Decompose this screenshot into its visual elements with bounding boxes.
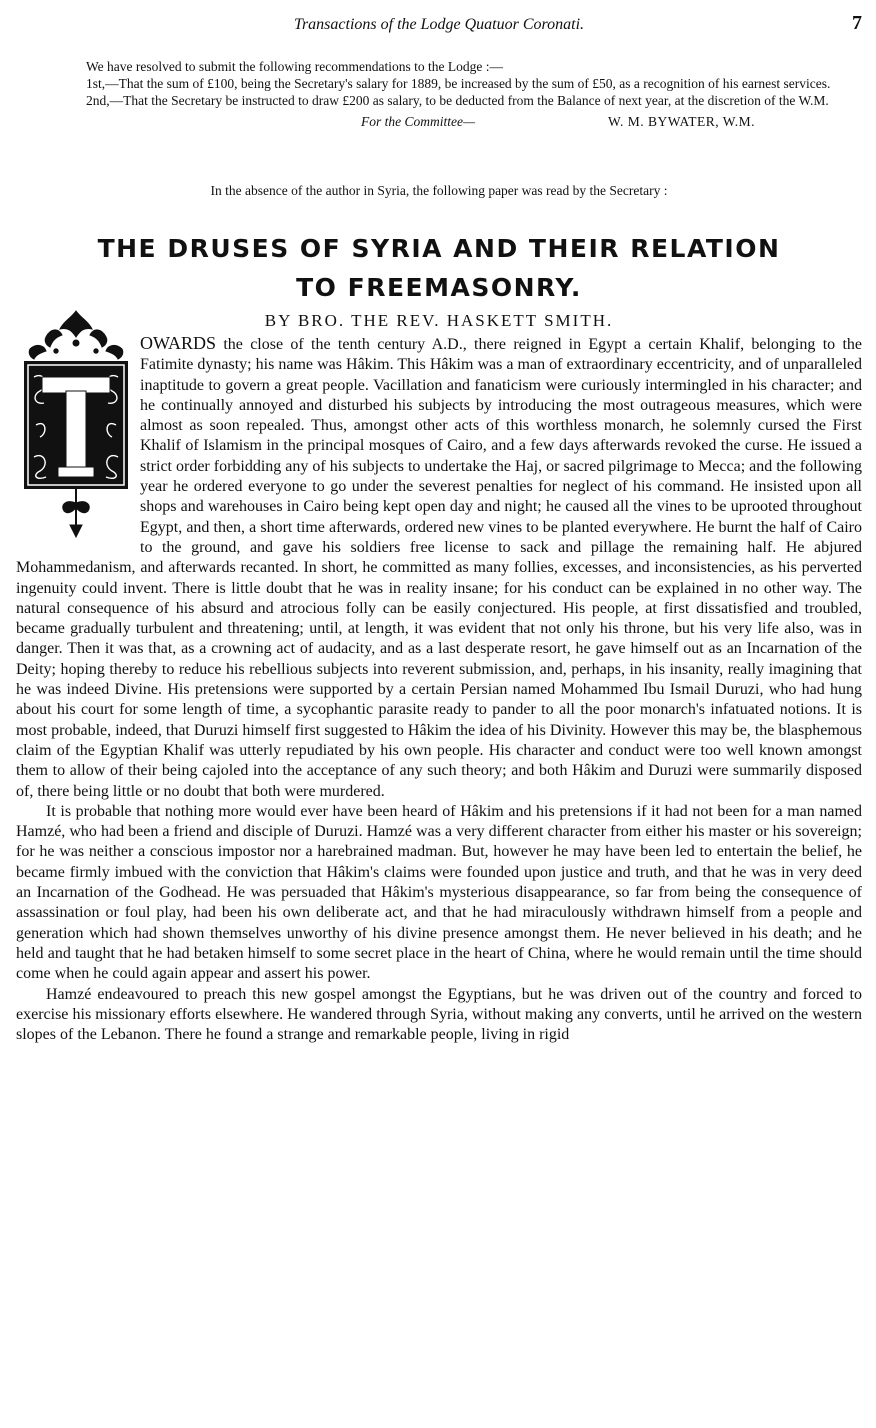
paragraph-2: It is probable that nothing more would ever have been heard of Hâkim and his pretensions if it had not been for a man named Hamzé, who had been a friend and disciple of Duruzi. Hamzé was a very different character from either his master or his sovereign; for he was neither a conscious impostor nor a harebrained madman. But, however he may have been led to entertain the belief, he became firmly imbued with the conviction that Hâkim's claims were founded upon justice and truth, and that he was in very deed an Incarnation of the Godhead. He was persuaded that Hâkim's mysterious disappearance, so far from being the consequence of assassination or foul play, had been his own deliberate act, and that he had miraculously withdrawn himself from a people and generation which had shown themselves unworthy of his divine presence amongst them. He never believed in his death; and he held and taught that he had betaken himself to some secret place in the heart of China, where he would remain until the time should come when he could again appear and assert his power.	[16, 802, 862, 983]
paragraph-1	[16, 333, 862, 802]
article-body	[16, 333, 862, 1045]
paragraph-1-text: the close of the tenth century A.D., there reigned in Egypt a certain Khalif, belonging to the Fatimite dynasty; his name was Hâkim. This Hâkim was a man of extraordinary eccentricity, and of unparalleled inaptitude to govern a great people. Vacillation and fanaticism were curiously intermingled in his character; and he continually annoyed and disturbed his subjects by introducing the most outrageous measures, which were almost as soon repealed. Thus, amongst other acts of this worthless monarch, he solemnly cursed the First Khalif of Islamism in the principal mosques of Cairo, and a few days afterwards revoked the curse. He issued a strict order forbidding any of his subjects to undertake the Haj, or sacred pilgrimage to Mecca; and the following year he ordered everyone to go under the severest penalties for neglect of his command. He insisted upon all shops and warehouses in Cairo being kept open day and night; he caused all the vines to be uprooted throughout Egypt, and then, a short time afterwards, ordered new vines to be planted everywhere. He burnt the half of Cairo to the ground, and gave his soldiers free license to sack and pillage the remaining half. He abjured Mohammedanism, and afterwards recanted. In short, he committed as many follies, excesses, and inconsistencies, as his perverted ingenuity could invent. There is little doubt that he was in reality insane; for his conduct can be explained in no other way. The natural consequence of his absurd and atrocious folly can be easily conjectured. His people, at first dissatisfied and troubled, became gradually turbulent and threatening; until, at length, it was evident that not only his throne, but his very life also, was in danger. Then it was that, as a crowning act of audacity, and as a last desperate resort, he gave himself out as an Incarnation of the Deity; hoping thereby to reduce his rebellious subjects into reverent submission, and, perhaps, in his insanity, really imagining that he was indeed Divine. His pretensions were supported by a certain Persian named Mohammed Ibu Ismail Duruzi, who had hung about his court for some length of time, a sycophantic parasite ready to pander to all the poor monarch's infatuated notions. It is most probable, indeed, that Duruzi himself first suggested to Hâkim the idea of his Divinity. However this may be, the blasphemous claim of the Egyptian Khalif was utterly repudiated by his own people. His character and conduct were too well known amongst them to allow of their being cajoled into the acceptance of any such theory; and both Hâkim and Duruzi were summarily disposed of, there being little or no doubt that both were murdered.	[16, 336, 863, 800]
running-header	[16, 10, 862, 40]
signed-for: For the Committee—	[361, 114, 475, 129]
page-number: 7	[852, 12, 862, 34]
recommendation-1: 1st,—That the sum of £100, being the Secretary's salary for 1889, be increased by the sum of £50, as a recognition of his earnest services.	[86, 76, 831, 91]
document-page	[16, 10, 862, 1045]
running-title: Transactions of the Lodge Quatuor Coronati.	[293, 16, 585, 33]
signatory: W. M. BYWATER, W.M.	[608, 114, 756, 129]
ornamental-initial-icon	[16, 307, 136, 539]
signature-line	[16, 113, 862, 133]
article-title-line-2: TO FREEMASONRY.	[296, 273, 582, 302]
decorated-initial	[16, 307, 136, 539]
committee-intro: We have resolved to submit the following recommendations to the Lodge :—	[86, 59, 503, 74]
recommendation-2: 2nd,—That the Secretary be instructed to draw £200 as salary, to be deducted from the Balance of next year, at the discretion of the W.M.	[86, 93, 829, 108]
article-title-line-1: THE DRUSES OF SYRIA AND THEIR RELATION	[97, 234, 781, 263]
intro-note: In the absence of the author in Syria, the following paper was read by the Secretary :	[210, 183, 668, 198]
committee-report	[16, 58, 862, 133]
article-title	[16, 229, 862, 307]
lead-word: OWARDS	[140, 333, 217, 353]
paragraph-3: Hamzé endeavoured to preach this new gospel amongst the Egyptians, but he was driven out of the country and forced to exercise his missionary efforts elsewhere. He wandered through Syria, without making any converts, until he arrived on the western slopes of the Lebanon. There he found a strange and remarkable people, living in rigid	[16, 985, 862, 1044]
byline: BY BRO. THE REV. HASKETT SMITH.	[264, 311, 614, 330]
